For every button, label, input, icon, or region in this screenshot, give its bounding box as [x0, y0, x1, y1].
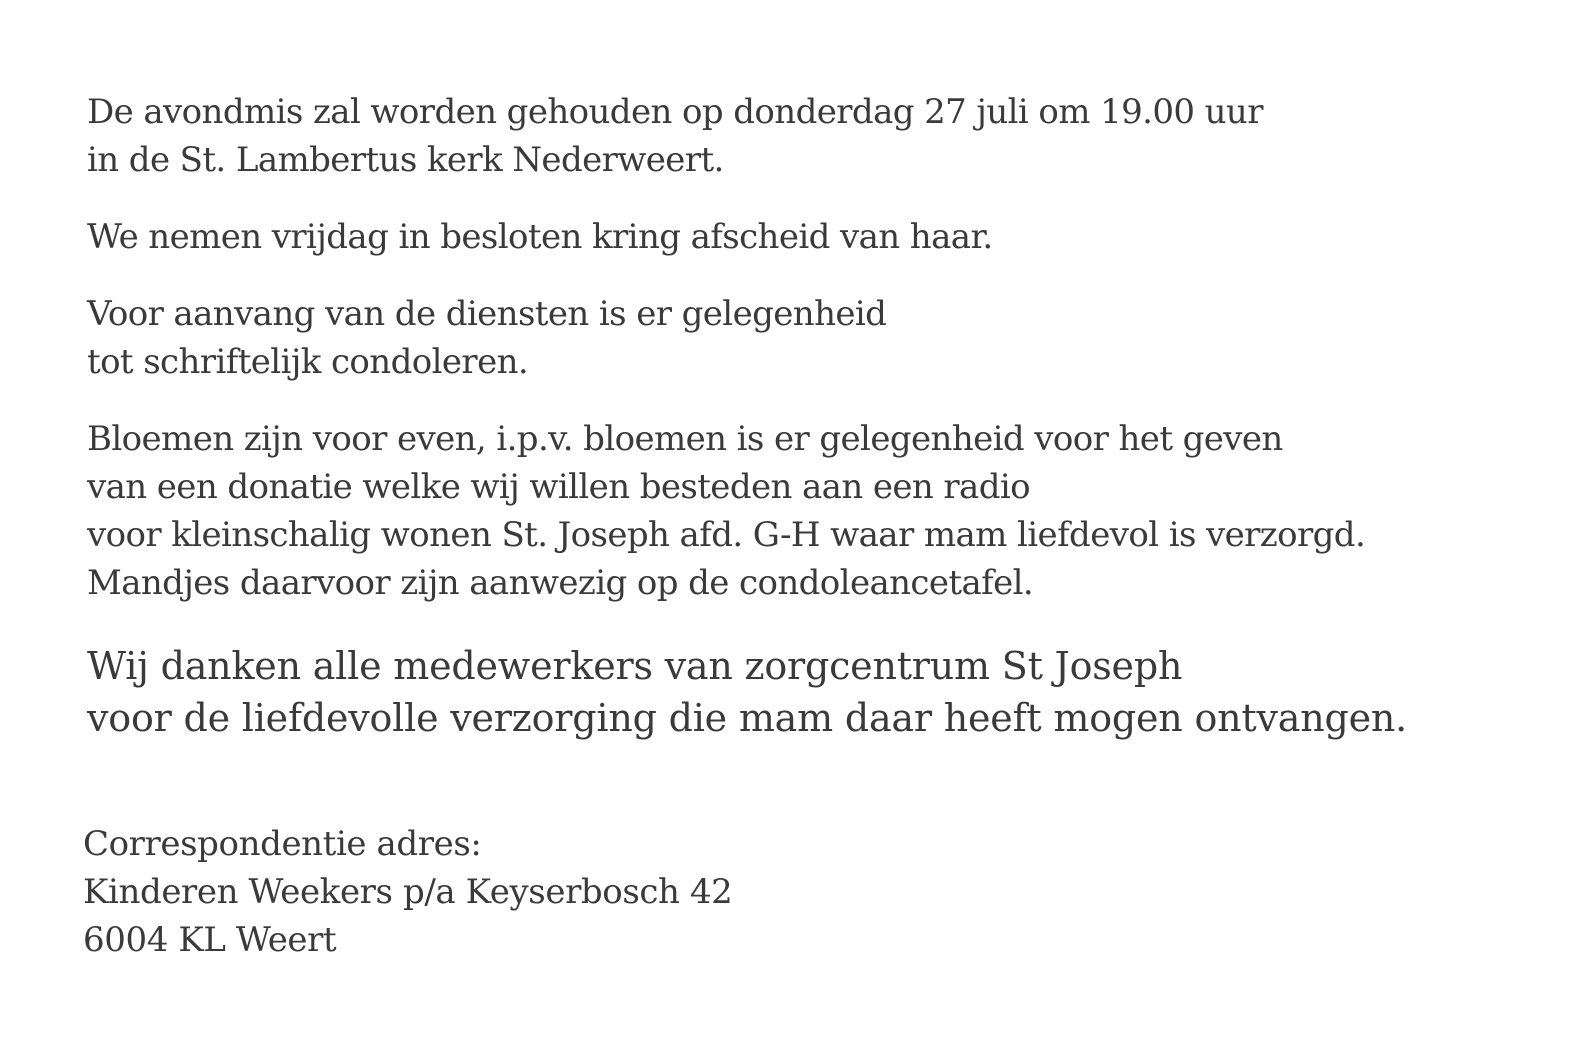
condolence-line-2: tot schriftelijk condoleren. — [87, 342, 529, 382]
condolence-paragraph — [87, 290, 886, 386]
condolence-line-1: Voor aanvang van de diensten is er gelegenheid — [87, 294, 887, 334]
flowers-line-3: voor kleinschalig wonen St. Joseph afd. G-H waar mam liefdevol is verzorgd. — [87, 515, 1366, 555]
correspondence-address — [83, 820, 732, 964]
address-line-2: 6004 KL Weert — [83, 920, 337, 960]
flowers-line-4: Mandjes daarvoor zijn aanwezig op de condoleancetafel. — [87, 563, 1034, 603]
mass-line-1: De avondmis zal worden gehouden op donderdag 27 juli om 19.00 uur — [87, 92, 1263, 132]
address-heading: Correspondentie adres: — [83, 824, 482, 864]
flowers-paragraph — [87, 415, 1365, 607]
farewell-paragraph — [87, 213, 993, 261]
thanks-paragraph — [87, 640, 1407, 744]
mass-paragraph — [87, 88, 1263, 184]
thanks-line-2: voor de liefdevolle verzorging die mam daar heeft mogen ontvangen. — [87, 696, 1408, 740]
mass-line-2: in de St. Lambertus kerk Nederweert. — [87, 140, 724, 180]
address-line-1: Kinderen Weekers p/a Keyserbosch 42 — [83, 872, 733, 912]
flowers-line-2: van een donatie welke wij willen besteden aan een radio — [87, 467, 1031, 507]
flowers-line-1: Bloemen zijn voor even, i.p.v. bloemen is er gelegenheid voor het geven — [87, 419, 1283, 459]
farewell-line-1: We nemen vrijdag in besloten kring afscheid van haar. — [87, 217, 993, 257]
thanks-line-1: Wij danken alle medewerkers van zorgcentrum St Joseph — [87, 644, 1183, 688]
